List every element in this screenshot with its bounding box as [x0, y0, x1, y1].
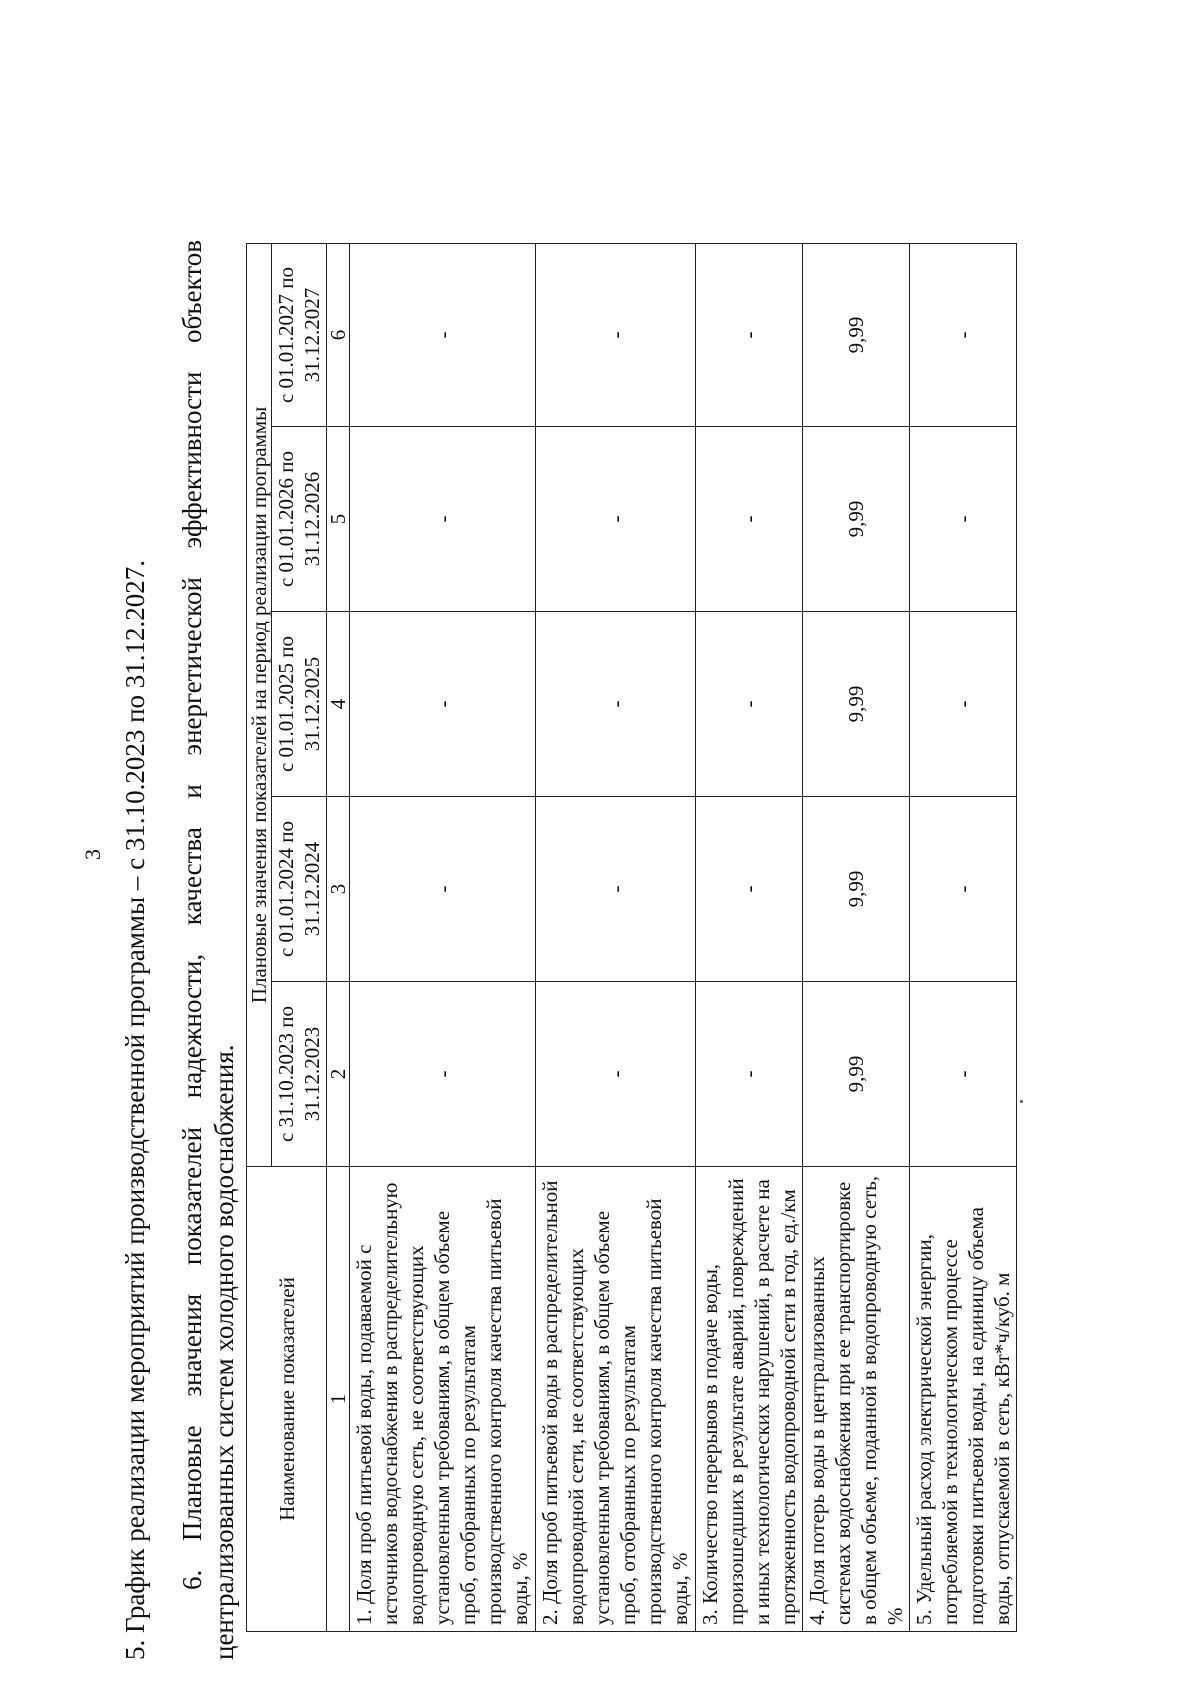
indicator-value: 9,99: [803, 243, 910, 426]
table-row: [696, 243, 803, 1631]
section-6-heading-line1: 6. Плановые значения показателей надежности, качества и энергетической эффективности объектов: [177, 240, 207, 1590]
indicator-value: -: [696, 427, 803, 612]
indicator-value: 9,99: [803, 612, 910, 797]
header-name-col: Наименование показателей: [247, 1167, 327, 1632]
indicator-value: 9,99: [803, 427, 910, 612]
column-number: 5: [327, 427, 350, 612]
table-row: [536, 243, 696, 1631]
indicators-table: [246, 243, 1017, 1632]
indicator-value: -: [910, 797, 1017, 982]
indicator-value: -: [350, 797, 536, 982]
indicator-value: -: [910, 612, 1017, 797]
column-number: 6: [327, 243, 350, 426]
indicator-value: -: [350, 612, 536, 797]
header-period: с 01.01.2024 по 31.12.2024: [272, 797, 327, 982]
section-6-heading-line2: централизованных систем холодного водоснабжения.: [209, 1044, 239, 1660]
indicator-value: -: [696, 612, 803, 797]
header-period: с 31.10.2023 по 31.12.2023: [272, 982, 327, 1167]
header-period: с 01.01.2027 по 31.12.2027: [272, 243, 327, 426]
indicator-name: 2. Доля проб питьевой воды в распределительной водопроводной сети, не соответствующих установленным требованиям, в общем объеме проб, отобранных по результатам производственного контроля качества питьевой воды, %: [536, 1167, 696, 1632]
indicator-value: -: [696, 982, 803, 1167]
indicator-value: -: [536, 243, 696, 426]
column-number: 4: [327, 612, 350, 797]
indicator-name: 4. Доля потерь воды в централизованных системах водоснабжения при ее транспортировке в общем объеме, поданной в водопроводную сеть, %: [803, 1167, 910, 1632]
indicator-value: -: [910, 427, 1017, 612]
indicator-value: -: [536, 797, 696, 982]
indicator-value: -: [350, 982, 536, 1167]
header-group: Плановые значения показателей на период реализации программы: [247, 243, 272, 1166]
indicator-value: -: [696, 797, 803, 982]
scan-speck: [1020, 1100, 1023, 1103]
column-number: 2: [327, 982, 350, 1167]
column-number: 1: [327, 1167, 350, 1632]
table-row: [803, 243, 910, 1631]
indicator-name: 1. Доля проб питьевой воды, подаваемой с источников водоснабжения в распределительную водопроводную сеть, не соответствующих установленным требованиям, в общем объеме проб, отобранных по результатам производственного контроля качества питьевой воды, %: [350, 1167, 536, 1632]
section-5-heading: 5. График реализации мероприятий производственной программы – с 31.10.2023 по 31.12.2027.: [120, 559, 150, 1660]
indicator-value: 9,99: [803, 982, 910, 1167]
indicator-value: -: [910, 243, 1017, 426]
table-number-row: [327, 243, 350, 1631]
indicator-name: 5. Удельный расход электрической энергии, потребляемой в технологическом процессе подготовки питьевой воды, на единицу объема воды, отпускаемой в сеть, кВт*ч/куб. м: [910, 1167, 1017, 1632]
header-period: с 01.01.2025 по 31.12.2025: [272, 612, 327, 797]
section-6-heading: [176, 240, 240, 1660]
page-number: 3: [80, 849, 105, 860]
column-number: 3: [327, 797, 350, 982]
indicator-value: 9,99: [803, 797, 910, 982]
indicator-value: -: [350, 427, 536, 612]
indicator-value: -: [536, 982, 696, 1167]
header-period: с 01.01.2026 по 31.12.2026: [272, 427, 327, 612]
indicator-value: -: [536, 427, 696, 612]
table-row: [910, 243, 1017, 1631]
indicator-value: -: [696, 243, 803, 426]
indicator-value: -: [536, 612, 696, 797]
table-header-row-1: [247, 243, 272, 1631]
indicator-name: 3. Количество перерывов в подаче воды, произошедших в результате аварий, повреждений и иных технологических нарушений, в расчете на протяженность водопроводной сети в год, ед./км: [696, 1167, 803, 1632]
indicator-value: -: [350, 243, 536, 426]
rotated-content: [118, 130, 1078, 1660]
table-row: [350, 243, 536, 1631]
indicator-value: -: [910, 982, 1017, 1167]
